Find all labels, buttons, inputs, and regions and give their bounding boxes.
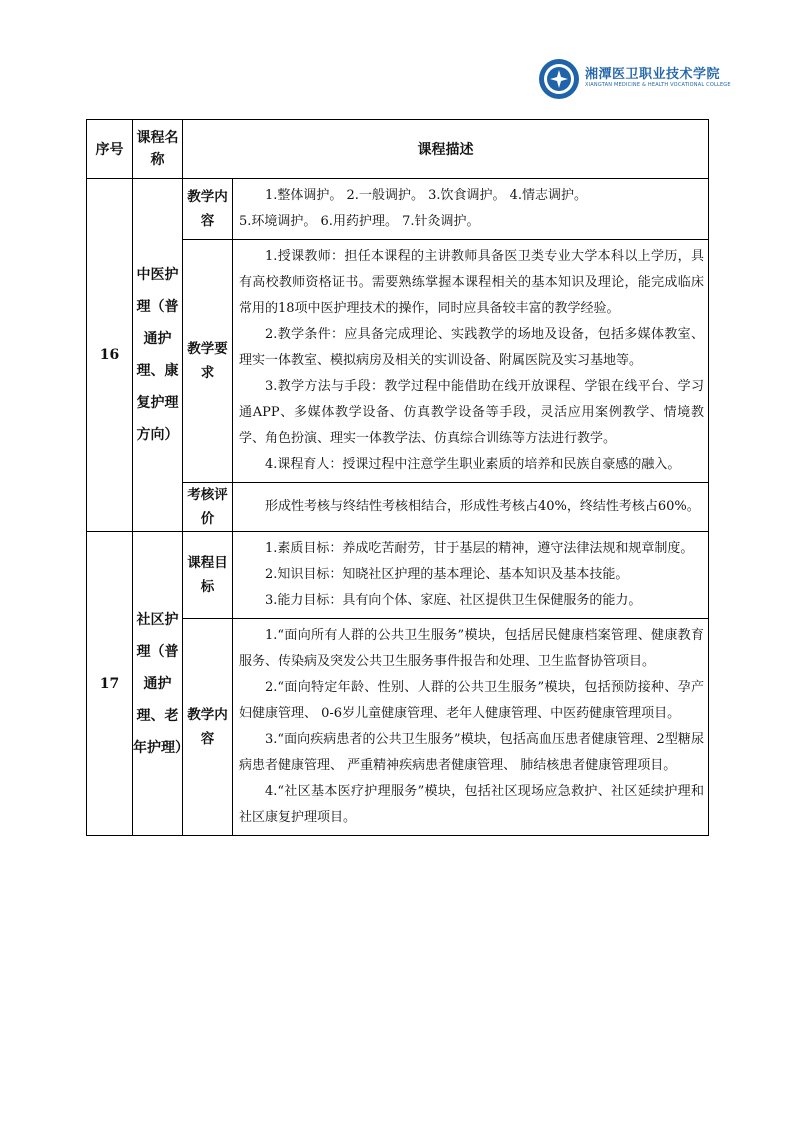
college-name-en: XIANGTAN MEDICINE & HEALTH VOCATIONAL COLLEGE (585, 82, 731, 88)
section-content (233, 619, 709, 836)
content-paragraph: 2.知识目标：知晓社区护理的基本理论、基本知识及基本技能。 (265, 567, 629, 582)
header-name: 课程名称 (133, 120, 183, 179)
table-header-row (87, 120, 709, 179)
content-paragraph: 3.教学方法与手段：教学过程中能借助在线开放课程、学银在线平台、学习通APP、多媒体教学设备、仿真教学设备等手段，灵活应用案例教学、情境教学、角色扮演、理实一体教学法、仿真综合训练等方法进行教学。 (239, 379, 704, 446)
content-paragraph: 形成性考核与终结性考核相结合，形成性考核占40%，终结性考核占60%。 (265, 499, 700, 514)
content-paragraph: 4.“社区基本医疗护理服务”模块，包括社区现场应急救护、社区延续护理和社区康复护理项目。 (239, 784, 704, 825)
course-no: 17 (87, 532, 133, 836)
college-seal-icon (538, 58, 580, 100)
content-paragraph: 4.课程育人：授课过程中注意学生职业素质的培养和民族自豪感的融入。 (265, 457, 681, 472)
header-no: 序号 (87, 120, 133, 179)
course-table (86, 119, 709, 836)
course-no: 16 (87, 179, 133, 532)
college-name: 湘潭医卫职业技术学院 (585, 67, 721, 82)
section-content (233, 483, 709, 532)
content-paragraph: 1.授课教师：担任本课程的主讲教师具备医卫类专业大学本科以上学历，具有高校教师资格证书。需要熟练掌握本课程相关的基本知识及理论，能完成临床常用的18项中医护理技术的操作，同时应具备较丰富的教学经验。 (239, 249, 704, 316)
content-paragraph: 2.教学条件：应具备完成理论、实践教学的场地及设备，包括多媒体教室、理实一体教室、模拟病房及相关的实训设备、附属医院及实习基地等。 (239, 327, 704, 368)
section-label: 教学内容 (183, 619, 233, 836)
college-logo (538, 58, 738, 102)
section-content (233, 240, 709, 483)
course-name: 社区护理（普通护理、老年护理） (133, 532, 183, 836)
content-line: 1.整体调护。 2.一般调护。 3.饮食调护。 4.情志调护。 (265, 188, 588, 203)
content-paragraph: 3.能力目标：具有向个体、家庭、社区提供卫生保健服务的能力。 (265, 593, 642, 608)
section-label: 教学要求 (183, 240, 233, 483)
section-label: 考核评价 (183, 483, 233, 532)
table-row (87, 532, 709, 619)
header-desc: 课程描述 (183, 120, 709, 179)
content-paragraph: 1.素质目标：养成吃苦耐劳，甘于基层的精神，遵守法律法规和规章制度。 (265, 541, 694, 556)
section-label: 课程目标 (183, 532, 233, 619)
section-label: 教学内容 (183, 179, 233, 240)
course-name: 中医护理（普通护理、康复护理方向） (133, 179, 183, 532)
content-paragraph: 2.“面向特定年龄、性别、人群的公共卫生服务”模块，包括预防接种、孕产妇健康管理、 0-6岁儿童健康管理、老年人健康管理、中医药健康管理项目。 (239, 680, 704, 721)
content-paragraph: 1.“面向所有人群的公共卫生服务”模块，包括居民健康档案管理、健康教育服务、传染病及突发公共卫生服务事件报告和处理、卫生监督协管项目。 (239, 628, 704, 669)
content-line: 5.环境调护。 6.用药护理。 7.针灸调护。 (239, 214, 480, 229)
content-paragraph: 3.“面向疾病患者的公共卫生服务”模块，包括高血压患者健康管理、2型糖尿病患者健康管理、 严重精神疾病患者健康管理、 肺结核患者健康管理项目。 (239, 732, 704, 773)
table-row (87, 179, 709, 240)
section-content (233, 532, 709, 619)
section-content (233, 179, 709, 240)
